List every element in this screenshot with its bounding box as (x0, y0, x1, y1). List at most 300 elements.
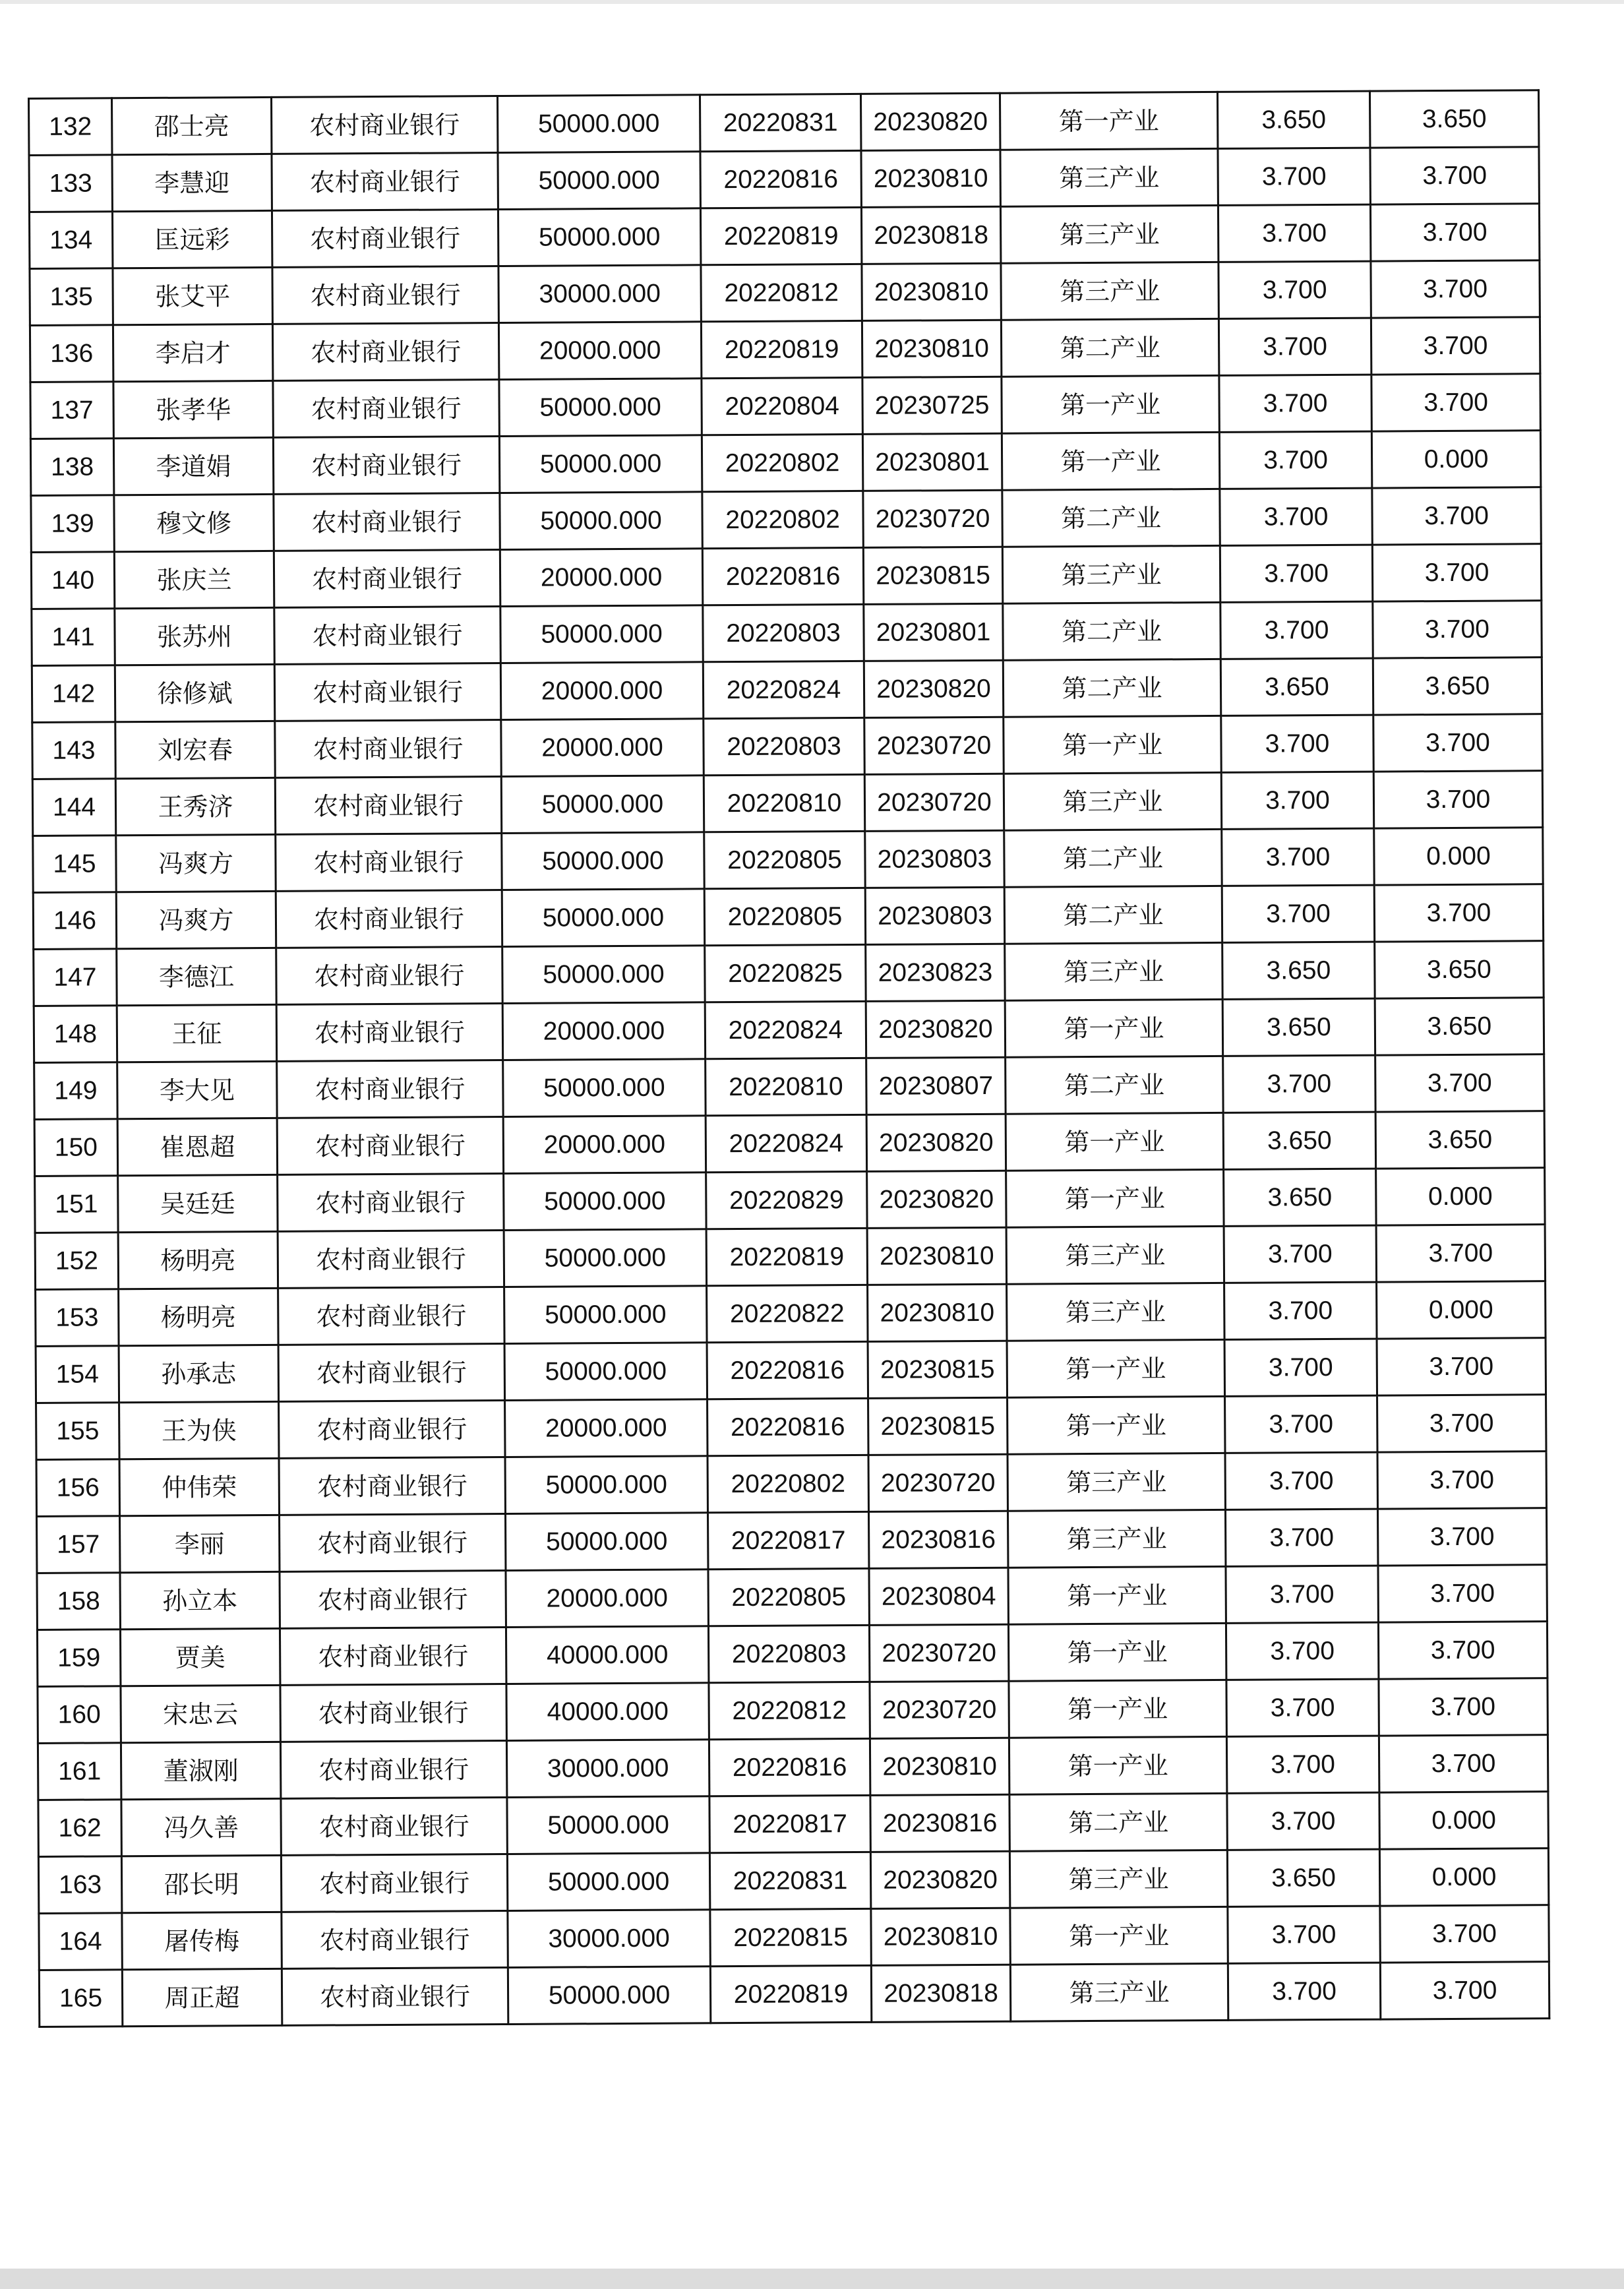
industry-cell: 第一产业 (1009, 1680, 1226, 1738)
subsidy-rate-cell: 3.700 (1375, 1054, 1544, 1112)
subsidy-rate-cell: 0.000 (1379, 1792, 1548, 1849)
table-row (38, 1678, 1548, 1744)
loan-amount-cell: 50000.000 (507, 1796, 709, 1854)
subsidy-rate-cell: 3.700 (1373, 771, 1542, 828)
table-row (29, 204, 1539, 269)
rate-cell: 3.700 (1221, 772, 1373, 829)
start-date-cell: 20220829 (706, 1171, 867, 1229)
row-index-cell: 140 (31, 552, 114, 609)
end-date-cell: 20230815 (868, 1341, 1007, 1398)
rate-cell: 3.700 (1226, 1622, 1378, 1680)
rate-cell: 3.700 (1220, 601, 1373, 659)
start-date-cell: 20220816 (707, 1398, 868, 1455)
rate-cell: 3.700 (1218, 261, 1371, 319)
loan-amount-cell: 20000.000 (505, 1399, 707, 1457)
loan-amount-cell: 50000.000 (504, 1286, 707, 1344)
loan-amount-cell: 20000.000 (498, 322, 701, 380)
subsidy-rate-cell: 3.700 (1377, 1338, 1546, 1395)
row-index-cell: 133 (29, 155, 112, 212)
rate-cell: 3.700 (1218, 318, 1371, 375)
row-index-cell: 135 (30, 268, 113, 326)
borrower-name-cell: 宋忠云 (121, 1685, 280, 1742)
end-date-cell: 20230804 (869, 1568, 1008, 1625)
end-date-cell: 20230810 (867, 1227, 1006, 1285)
bank-name-cell: 农村商业银行 (280, 1684, 506, 1742)
bank-name-cell: 农村商业银行 (272, 266, 498, 324)
loan-amount-cell: 50000.000 (502, 946, 705, 1004)
end-date-cell: 20230820 (866, 1000, 1005, 1058)
bank-name-cell: 农村商业银行 (272, 210, 498, 268)
bank-name-cell: 农村商业银行 (274, 493, 500, 551)
rate-cell: 3.700 (1219, 431, 1371, 489)
start-date-cell: 20220819 (706, 1228, 867, 1285)
rate-cell: 3.700 (1218, 148, 1370, 205)
industry-cell: 第一产业 (1002, 432, 1219, 490)
subsidy-rate-cell: 0.000 (1374, 828, 1543, 885)
end-date-cell: 20230810 (862, 263, 1001, 320)
bank-name-cell: 农村商业银行 (278, 1287, 504, 1345)
table-row (33, 884, 1543, 950)
borrower-name-cell: 李丽 (120, 1515, 280, 1572)
subsidy-rate-cell: 0.000 (1379, 1848, 1548, 1906)
loan-amount-cell: 50000.000 (502, 832, 704, 890)
end-date-cell: 20230720 (869, 1624, 1008, 1682)
row-index-cell: 165 (39, 1970, 122, 2027)
start-date-cell: 20220802 (707, 1455, 868, 1512)
row-index-cell: 134 (29, 212, 112, 269)
end-date-cell: 20230810 (871, 1908, 1010, 1965)
borrower-name-cell: 屠传梅 (122, 1912, 282, 1969)
bank-name-cell: 农村商业银行 (278, 1173, 504, 1231)
start-date-cell: 20220812 (709, 1682, 870, 1739)
loan-amount-cell: 40000.000 (506, 1683, 709, 1741)
bank-name-cell: 农村商业银行 (282, 1910, 508, 1969)
borrower-name-cell: 杨明亮 (119, 1288, 278, 1345)
subsidy-rate-cell: 3.700 (1371, 260, 1540, 318)
industry-cell: 第一产业 (1008, 1623, 1226, 1681)
start-date-cell: 20220810 (704, 774, 864, 832)
subsidy-rate-cell: 3.700 (1380, 1962, 1549, 2019)
bank-name-cell: 农村商业银行 (276, 1003, 502, 1061)
subsidy-rate-cell: 3.700 (1377, 1508, 1546, 1566)
loan-table-body (29, 90, 1549, 2027)
bank-name-cell: 农村商业银行 (278, 1343, 504, 1401)
end-date-cell: 20230803 (865, 887, 1004, 944)
borrower-name-cell: 冯爽方 (116, 891, 276, 948)
row-index-cell: 136 (30, 325, 113, 382)
industry-cell: 第一产业 (1009, 1736, 1226, 1794)
subsidy-rate-cell: 3.700 (1378, 1565, 1547, 1622)
table-row (34, 998, 1544, 1063)
industry-cell: 第二产业 (1004, 829, 1222, 887)
table-row (36, 1338, 1546, 1403)
subsidy-rate-cell: 3.700 (1372, 487, 1541, 545)
bank-name-cell: 农村商业银行 (278, 1230, 504, 1288)
bank-name-cell: 农村商业银行 (272, 153, 498, 211)
row-index-cell: 155 (36, 1403, 119, 1460)
borrower-name-cell: 周正超 (122, 1969, 282, 2026)
table-row (39, 1962, 1549, 2027)
loan-amount-cell: 20000.000 (502, 1002, 705, 1060)
borrower-name-cell: 董淑刚 (121, 1742, 280, 1799)
borrower-name-cell: 王秀济 (115, 778, 275, 835)
industry-cell: 第三产业 (1007, 1453, 1225, 1511)
rate-cell: 3.700 (1228, 1963, 1380, 2020)
row-index-cell: 157 (37, 1516, 120, 1573)
start-date-cell: 20220824 (705, 1001, 866, 1058)
scan-edge-bottom (0, 2269, 1624, 2289)
end-date-cell: 20230820 (870, 1851, 1009, 1908)
industry-cell: 第二产业 (1003, 602, 1220, 660)
industry-cell: 第二产业 (1003, 659, 1220, 717)
bank-name-cell: 农村商业银行 (279, 1457, 505, 1515)
rate-cell: 3.650 (1217, 91, 1369, 148)
row-index-cell: 164 (39, 1913, 122, 1970)
table-row (31, 544, 1541, 609)
borrower-name-cell: 李道娟 (113, 437, 273, 495)
end-date-cell: 20230818 (861, 206, 1000, 264)
start-date-cell: 20220822 (707, 1285, 868, 1342)
borrower-name-cell: 李启才 (113, 324, 272, 381)
end-date-cell: 20230720 (864, 717, 1004, 774)
row-index-cell: 162 (38, 1800, 121, 1857)
row-index-cell: 150 (34, 1119, 117, 1176)
start-date-cell: 20220816 (700, 150, 861, 208)
bank-name-cell: 农村商业银行 (276, 890, 502, 948)
loan-amount-cell: 50000.000 (502, 889, 704, 947)
industry-cell: 第三产业 (1004, 772, 1221, 830)
borrower-name-cell: 吴廷廷 (118, 1175, 278, 1232)
rate-cell: 3.700 (1226, 1736, 1379, 1793)
industry-cell: 第二产业 (1004, 886, 1222, 944)
table-row (34, 941, 1544, 1006)
end-date-cell: 20230823 (866, 944, 1005, 1001)
row-index-cell: 148 (34, 1006, 117, 1063)
table-row (36, 1395, 1546, 1460)
bank-name-cell: 农村商业银行 (272, 323, 498, 381)
table-row (33, 828, 1543, 893)
table-row (39, 1905, 1549, 1970)
loan-table (28, 89, 1550, 2028)
table-row (32, 714, 1542, 779)
table-row (30, 374, 1540, 439)
start-date-cell: 20220802 (702, 491, 863, 548)
loan-amount-cell: 50000.000 (505, 1456, 707, 1514)
borrower-name-cell: 匡远彩 (112, 210, 272, 268)
end-date-cell: 20230816 (868, 1511, 1007, 1568)
row-index-cell: 163 (38, 1856, 121, 1914)
end-date-cell: 20230807 (866, 1057, 1006, 1114)
rate-cell: 3.700 (1222, 885, 1374, 942)
table-row (38, 1848, 1548, 1914)
bank-name-cell: 农村商业银行 (274, 663, 500, 721)
subsidy-rate-cell: 3.700 (1377, 1451, 1546, 1509)
start-date-cell: 20220819 (701, 320, 862, 378)
table-row (35, 1225, 1545, 1290)
borrower-name-cell: 崔恩超 (117, 1118, 277, 1175)
borrower-name-cell: 冯久善 (121, 1798, 281, 1856)
industry-cell: 第三产业 (1009, 1850, 1227, 1908)
subsidy-rate-cell: 3.700 (1371, 374, 1540, 431)
loan-amount-cell: 40000.000 (506, 1626, 708, 1684)
start-date-cell: 20220817 (709, 1795, 870, 1852)
start-date-cell: 20220815 (710, 1908, 871, 1966)
row-index-cell: 153 (36, 1289, 119, 1347)
loan-amount-cell: 50000.000 (504, 1173, 706, 1231)
bank-name-cell: 农村商业银行 (279, 1400, 505, 1458)
end-date-cell: 20230810 (862, 320, 1001, 377)
table-row (38, 1735, 1548, 1800)
borrower-name-cell: 张苏州 (115, 607, 274, 665)
loan-amount-cell: 30000.000 (508, 1910, 710, 1968)
industry-cell: 第三产业 (1005, 942, 1222, 1000)
rate-cell: 3.700 (1225, 1452, 1377, 1510)
start-date-cell: 20220825 (705, 944, 866, 1002)
subsidy-rate-cell: 3.700 (1376, 1225, 1545, 1282)
start-date-cell: 20220805 (708, 1568, 869, 1626)
rate-cell: 3.650 (1222, 942, 1375, 999)
rate-cell: 3.700 (1220, 545, 1372, 602)
start-date-cell: 20220831 (709, 1852, 870, 1909)
row-index-cell: 144 (32, 779, 115, 836)
table-row (37, 1622, 1547, 1687)
bank-name-cell: 农村商业银行 (275, 720, 501, 778)
loan-amount-cell: 50000.000 (507, 1853, 709, 1911)
row-index-cell: 151 (35, 1176, 118, 1233)
industry-cell: 第三产业 (1002, 545, 1220, 603)
subsidy-rate-cell: 3.650 (1375, 941, 1544, 998)
row-index-cell: 147 (34, 949, 117, 1006)
loan-amount-cell: 50000.000 (504, 1229, 706, 1287)
start-date-cell: 20220802 (702, 434, 862, 491)
end-date-cell: 20230725 (862, 377, 1002, 434)
loan-amount-cell: 30000.000 (498, 265, 701, 323)
bank-name-cell: 农村商业银行 (274, 550, 500, 608)
subsidy-rate-cell: 3.700 (1380, 1905, 1549, 1963)
industry-cell: 第三产业 (1007, 1510, 1225, 1568)
subsidy-rate-cell: 3.700 (1370, 204, 1539, 261)
subsidy-rate-cell: 3.700 (1370, 147, 1539, 204)
end-date-cell: 20230720 (868, 1454, 1007, 1511)
industry-cell: 第三产业 (1000, 205, 1218, 263)
row-index-cell: 138 (30, 439, 113, 496)
loan-amount-cell: 50000.000 (504, 1343, 707, 1401)
row-index-cell: 160 (38, 1686, 121, 1744)
rate-cell: 3.700 (1224, 1339, 1377, 1396)
rate-cell: 3.700 (1220, 488, 1372, 545)
borrower-name-cell: 王为侠 (119, 1401, 279, 1459)
row-index-cell: 141 (32, 609, 115, 666)
row-index-cell: 161 (38, 1743, 121, 1800)
industry-cell: 第三产业 (1001, 262, 1218, 320)
start-date-cell: 20220803 (708, 1625, 869, 1682)
start-date-cell: 20220819 (700, 207, 861, 264)
bank-name-cell: 农村商业银行 (282, 1967, 508, 2025)
borrower-name-cell: 邵长明 (121, 1855, 281, 1912)
row-index-cell: 159 (37, 1630, 120, 1687)
table-row (30, 317, 1540, 382)
borrower-name-cell: 仲伟荣 (119, 1458, 279, 1515)
end-date-cell: 20230801 (862, 433, 1002, 491)
industry-cell: 第一产业 (1006, 1113, 1223, 1171)
table-row (29, 90, 1539, 156)
row-index-cell: 152 (35, 1233, 118, 1290)
subsidy-rate-cell: 3.650 (1375, 998, 1544, 1055)
loan-table-page (28, 89, 1548, 2028)
loan-amount-cell: 30000.000 (506, 1740, 709, 1798)
industry-cell: 第一产业 (1008, 1566, 1226, 1624)
subsidy-rate-cell: 3.650 (1373, 657, 1542, 715)
start-date-cell: 20220824 (706, 1114, 866, 1172)
rate-cell: 3.650 (1227, 1849, 1379, 1907)
start-date-cell: 20220805 (704, 888, 865, 945)
industry-cell: 第一产业 (1000, 92, 1217, 150)
bank-name-cell: 农村商业银行 (277, 1116, 503, 1175)
row-index-cell: 132 (29, 98, 112, 156)
end-date-cell: 20230720 (863, 490, 1002, 547)
start-date-cell: 20220824 (703, 661, 864, 718)
industry-cell: 第二产业 (1006, 1056, 1223, 1114)
rate-cell: 3.650 (1222, 998, 1375, 1056)
loan-amount-cell: 50000.000 (501, 776, 704, 834)
subsidy-rate-cell: 3.700 (1373, 714, 1542, 772)
row-index-cell: 142 (32, 665, 115, 723)
loan-amount-cell: 50000.000 (497, 95, 700, 153)
subsidy-rate-cell: 3.700 (1373, 601, 1542, 658)
bank-name-cell: 农村商业银行 (280, 1513, 506, 1572)
subsidy-rate-cell: 3.650 (1369, 90, 1538, 148)
loan-amount-cell: 50000.000 (500, 605, 703, 663)
bank-name-cell: 农村商业银行 (276, 947, 502, 1005)
row-index-cell: 146 (33, 892, 116, 950)
row-index-cell: 145 (33, 836, 116, 893)
end-date-cell: 20230820 (864, 660, 1003, 717)
start-date-cell: 20220812 (701, 264, 862, 321)
bank-name-cell: 农村商业银行 (274, 607, 500, 665)
borrower-name-cell: 徐修斌 (115, 664, 274, 721)
row-index-cell: 154 (36, 1346, 119, 1403)
loan-amount-cell: 20000.000 (500, 549, 702, 607)
borrower-name-cell: 冯爽方 (116, 834, 276, 892)
industry-cell: 第二产业 (1009, 1793, 1227, 1851)
rate-cell: 3.700 (1224, 1282, 1377, 1339)
rate-cell: 3.700 (1228, 1906, 1380, 1963)
end-date-cell: 20230810 (870, 1738, 1009, 1795)
start-date-cell: 20220803 (704, 717, 864, 775)
industry-cell: 第一产业 (1005, 999, 1222, 1057)
industry-cell: 第二产业 (1001, 319, 1218, 377)
borrower-name-cell: 孙承志 (119, 1345, 278, 1402)
rate-cell: 3.650 (1220, 658, 1373, 716)
loan-amount-cell: 50000.000 (499, 435, 702, 493)
industry-cell: 第一产业 (1006, 1169, 1224, 1227)
start-date-cell: 20220816 (702, 547, 863, 605)
rate-cell: 3.700 (1224, 1225, 1376, 1283)
bank-name-cell: 农村商业银行 (280, 1740, 506, 1798)
loan-amount-cell: 50000.000 (499, 379, 702, 437)
table-row (32, 601, 1542, 666)
borrower-name-cell: 刘宏春 (115, 721, 275, 778)
rate-cell: 3.700 (1218, 204, 1370, 262)
loan-amount-cell: 50000.000 (503, 1059, 706, 1117)
loan-amount-cell: 20000.000 (501, 719, 704, 777)
end-date-cell: 20230720 (864, 774, 1004, 831)
borrower-name-cell: 穆文修 (114, 494, 274, 551)
end-date-cell: 20230818 (871, 1965, 1010, 2022)
start-date-cell: 20220819 (710, 1965, 871, 2023)
borrower-name-cell: 张孝华 (113, 381, 273, 438)
industry-cell: 第一产业 (1002, 375, 1219, 433)
loan-amount-cell: 20000.000 (500, 662, 703, 720)
table-row (31, 487, 1541, 553)
table-row (32, 657, 1542, 723)
bank-name-cell: 农村商业银行 (280, 1627, 506, 1685)
rate-cell: 3.700 (1225, 1395, 1377, 1453)
loan-amount-cell: 50000.000 (498, 152, 700, 210)
subsidy-rate-cell: 3.700 (1379, 1678, 1548, 1736)
loan-amount-cell: 50000.000 (506, 1513, 708, 1571)
industry-cell: 第二产业 (1002, 489, 1220, 547)
end-date-cell: 20230820 (867, 1171, 1006, 1228)
start-date-cell: 20220817 (708, 1511, 869, 1569)
start-date-cell: 20220816 (707, 1341, 868, 1399)
end-date-cell: 20230820 (866, 1114, 1006, 1171)
borrower-name-cell: 张艾平 (113, 267, 272, 324)
industry-cell: 第一产业 (1004, 716, 1221, 774)
row-index-cell: 149 (34, 1062, 117, 1120)
bank-name-cell: 农村商业银行 (281, 1854, 507, 1912)
start-date-cell: 20220805 (704, 831, 865, 888)
borrower-name-cell: 孙立本 (120, 1572, 280, 1629)
row-index-cell: 143 (32, 722, 115, 779)
end-date-cell: 20230816 (870, 1794, 1009, 1852)
industry-cell: 第一产业 (1010, 1907, 1228, 1965)
subsidy-rate-cell: 3.700 (1379, 1735, 1548, 1792)
subsidy-rate-cell: 3.700 (1377, 1395, 1546, 1452)
rate-cell: 3.700 (1219, 375, 1371, 432)
row-index-cell: 139 (31, 495, 114, 553)
start-date-cell: 20220804 (702, 377, 862, 435)
borrower-name-cell: 杨明亮 (118, 1231, 278, 1289)
rate-cell: 3.650 (1224, 1169, 1376, 1226)
table-row (36, 1451, 1546, 1517)
loan-amount-cell: 20000.000 (506, 1570, 708, 1628)
rate-cell: 3.650 (1223, 1112, 1375, 1169)
loan-amount-cell: 50000.000 (498, 208, 700, 266)
rate-cell: 3.700 (1227, 1792, 1379, 1850)
borrower-name-cell: 贾美 (120, 1628, 280, 1686)
borrower-name-cell: 张庆兰 (114, 551, 274, 608)
row-index-cell: 137 (30, 382, 113, 439)
row-index-cell: 158 (37, 1573, 120, 1630)
scan-edge-top (0, 0, 1624, 4)
start-date-cell: 20220803 (703, 604, 864, 661)
bank-name-cell: 农村商业银行 (273, 380, 499, 438)
start-date-cell: 20220816 (709, 1738, 870, 1796)
table-row (37, 1565, 1547, 1630)
industry-cell: 第三产业 (1010, 1963, 1228, 2021)
rate-cell: 3.700 (1225, 1509, 1377, 1566)
table-row (34, 1054, 1544, 1120)
borrower-name-cell: 李大见 (117, 1061, 277, 1118)
industry-cell: 第三产业 (1000, 148, 1218, 206)
bank-name-cell: 农村商业银行 (275, 777, 501, 835)
bank-name-cell: 农村商业银行 (276, 834, 502, 892)
bank-name-cell: 农村商业银行 (281, 1797, 507, 1855)
end-date-cell: 20230815 (868, 1397, 1007, 1455)
subsidy-rate-cell: 3.700 (1378, 1622, 1547, 1679)
rate-cell: 3.700 (1226, 1566, 1378, 1623)
